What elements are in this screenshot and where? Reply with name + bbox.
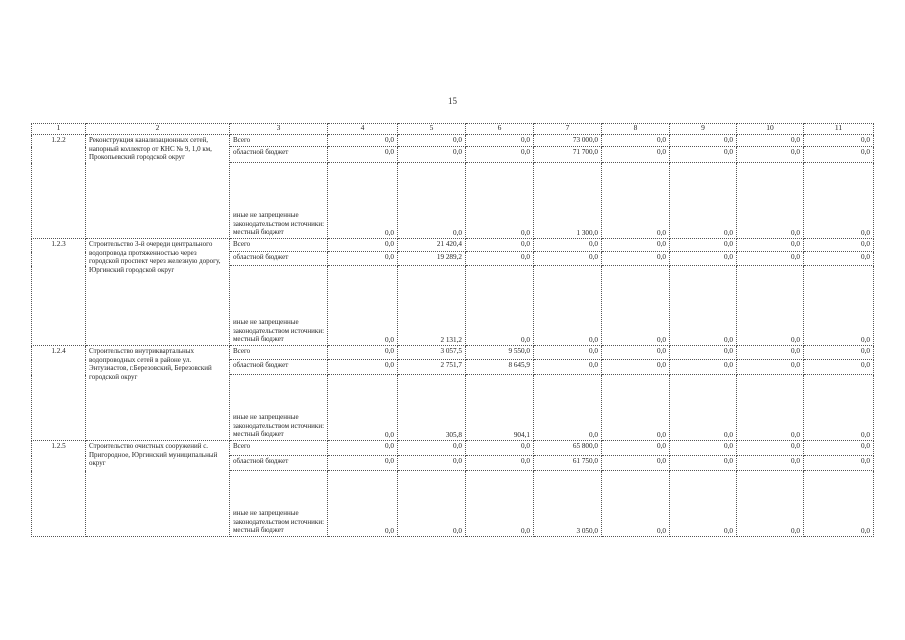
- amount-cell: 0,0: [804, 441, 874, 456]
- amount-cell: 0,0: [328, 456, 398, 471]
- funding-source-label: Всего: [230, 441, 328, 456]
- column-header: 3: [230, 124, 328, 135]
- local-budget-label: местный бюджет: [233, 335, 284, 344]
- other-sources-label: иные не запрещенные законодательством источники:: [233, 413, 325, 430]
- column-header: 11: [804, 124, 874, 135]
- amount-cell: 0,0: [602, 163, 670, 239]
- amount-cell: 0,0: [670, 135, 737, 147]
- amount-cell: 0,0: [670, 266, 737, 346]
- amount-cell: 0,0: [670, 163, 737, 239]
- funding-source-label: Всего: [230, 135, 328, 147]
- amount-cell: 0,0: [466, 471, 534, 537]
- amount-cell: 0,0: [804, 456, 874, 471]
- amount-cell: 19 289,2: [398, 252, 466, 266]
- amount-cell: 0,0: [737, 471, 804, 537]
- amount-cell: 0,0: [602, 471, 670, 537]
- amount-cell: 0,0: [534, 266, 602, 346]
- amount-cell: 0,0: [670, 252, 737, 266]
- amount-cell: 0,0: [670, 147, 737, 163]
- amount-cell: 0,0: [328, 252, 398, 266]
- amount-cell: 0,0: [534, 346, 602, 360]
- amount-cell: 0,0: [737, 266, 804, 346]
- project-name: Реконструкция канализационных сетей, напорный коллектор от КНС № 9, 1,0 км, Прокопьевский городской округ: [86, 135, 230, 239]
- amount-cell: 0,0: [804, 239, 874, 252]
- amount-cell: 0,0: [737, 135, 804, 147]
- column-header: 8: [602, 124, 670, 135]
- amount-cell: 0,0: [804, 471, 874, 537]
- amount-cell: 0,0: [398, 135, 466, 147]
- amount-cell: 0,0: [602, 135, 670, 147]
- amount-cell: 0,0: [670, 471, 737, 537]
- amount-cell: 0,0: [328, 239, 398, 252]
- amount-cell: 0,0: [328, 375, 398, 441]
- amount-cell: 0,0: [466, 135, 534, 147]
- project-row-total: [32, 346, 874, 360]
- amount-cell: 0,0: [804, 375, 874, 441]
- amount-cell: 0,0: [466, 147, 534, 163]
- amount-cell: 0,0: [328, 266, 398, 346]
- amount-cell: 0,0: [804, 147, 874, 163]
- amount-cell: 0,0: [534, 239, 602, 252]
- amount-cell: 9 550,0: [466, 346, 534, 360]
- project-row-total: [32, 441, 874, 456]
- amount-cell: 0,0: [670, 360, 737, 375]
- other-sources-label: иные не запрещенные законодательством источники:: [233, 318, 325, 335]
- amount-cell: 65 800,0: [534, 441, 602, 456]
- amount-cell: 0,0: [737, 252, 804, 266]
- amount-cell: 0,0: [534, 375, 602, 441]
- amount-cell: 73 000,0: [534, 135, 602, 147]
- amount-cell: 0,0: [602, 441, 670, 456]
- amount-cell: 305,8: [398, 375, 466, 441]
- amount-cell: 0,0: [602, 252, 670, 266]
- project-name: Строительство внутриквартальных водопроводных сетей в районе ул. Энтузиастов, г.Березовский, Березовский городской округ: [86, 346, 230, 441]
- column-header: 2: [86, 124, 230, 135]
- amount-cell: 71 700,0: [534, 147, 602, 163]
- funding-source-stack: [230, 471, 328, 537]
- funding-source-label: областной бюджет: [230, 360, 328, 375]
- amount-cell: 0,0: [466, 456, 534, 471]
- amount-cell: 0,0: [398, 456, 466, 471]
- amount-cell: 61 750,0: [534, 456, 602, 471]
- amount-cell: 8 645,9: [466, 360, 534, 375]
- amount-cell: 0,0: [737, 239, 804, 252]
- amount-cell: 0,0: [466, 441, 534, 456]
- amount-cell: 0,0: [804, 163, 874, 239]
- column-header: 10: [737, 124, 804, 135]
- funding-source-label: Всего: [230, 239, 328, 252]
- amount-cell: 0,0: [670, 375, 737, 441]
- amount-cell: 0,0: [328, 360, 398, 375]
- amount-cell: 3 050,0: [534, 471, 602, 537]
- amount-cell: 1 300,0: [534, 163, 602, 239]
- amount-cell: 0,0: [466, 239, 534, 252]
- amount-cell: 0,0: [602, 375, 670, 441]
- amount-cell: 0,0: [328, 346, 398, 360]
- local-budget-label: местный бюджет: [233, 430, 284, 439]
- other-sources-label: иные не запрещенные законодательством источники:: [233, 509, 325, 526]
- amount-cell: 0,0: [602, 147, 670, 163]
- table-body: [32, 135, 874, 537]
- funding-source-stack: [230, 266, 328, 346]
- amount-cell: 0,0: [602, 360, 670, 375]
- amount-cell: 0,0: [670, 456, 737, 471]
- amount-cell: 0,0: [602, 346, 670, 360]
- column-header: 4: [328, 124, 398, 135]
- amount-cell: 0,0: [398, 147, 466, 163]
- funding-source-label: областной бюджет: [230, 147, 328, 163]
- amount-cell: 0,0: [804, 266, 874, 346]
- amount-cell: 0,0: [737, 456, 804, 471]
- local-budget-label: местный бюджет: [233, 526, 284, 535]
- local-budget-label: местный бюджет: [233, 228, 284, 237]
- project-code: 1.2.4: [32, 346, 86, 441]
- amount-cell: 0,0: [398, 163, 466, 239]
- amount-cell: 2 751,7: [398, 360, 466, 375]
- amount-cell: 0,0: [328, 163, 398, 239]
- amount-cell: 0,0: [804, 360, 874, 375]
- amount-cell: 0,0: [398, 471, 466, 537]
- amount-cell: 0,0: [737, 346, 804, 360]
- column-header: 9: [670, 124, 737, 135]
- amount-cell: 0,0: [602, 456, 670, 471]
- amount-cell: 0,0: [737, 375, 804, 441]
- amount-cell: 0,0: [737, 147, 804, 163]
- amount-cell: 0,0: [466, 163, 534, 239]
- amount-cell: 0,0: [328, 441, 398, 456]
- budget-table: [31, 123, 874, 537]
- funding-source-label: Всего: [230, 346, 328, 360]
- amount-cell: 0,0: [398, 441, 466, 456]
- funding-source-label: областной бюджет: [230, 252, 328, 266]
- project-code: 1.2.5: [32, 441, 86, 537]
- other-sources-label: иные не запрещенные законодательством источники:: [233, 211, 325, 228]
- amount-cell: 0,0: [466, 266, 534, 346]
- column-header: 1: [32, 124, 86, 135]
- funding-source-stack: [230, 375, 328, 441]
- amount-cell: 0,0: [737, 441, 804, 456]
- amount-cell: 0,0: [670, 441, 737, 456]
- project-name: Строительство 3-й очереди центрального водопровода протяженностью через городской проспект через железную дорогу, Юргинский городской округ: [86, 239, 230, 346]
- funding-source-label: областной бюджет: [230, 456, 328, 471]
- amount-cell: 3 057,5: [398, 346, 466, 360]
- amount-cell: 0,0: [602, 239, 670, 252]
- amount-cell: 0,0: [328, 471, 398, 537]
- amount-cell: 0,0: [804, 135, 874, 147]
- amount-cell: 904,1: [466, 375, 534, 441]
- amount-cell: 0,0: [328, 135, 398, 147]
- project-code: 1.2.2: [32, 135, 86, 239]
- header-row: [32, 124, 874, 135]
- column-header: 5: [398, 124, 466, 135]
- project-row-total: [32, 239, 874, 252]
- project-row-total: [32, 135, 874, 147]
- project-code: 1.2.3: [32, 239, 86, 346]
- amount-cell: 0,0: [534, 360, 602, 375]
- project-name: Строительство очистных сооружений с. Пригородное, Юргинский муниципальный округ: [86, 441, 230, 537]
- amount-cell: 0,0: [328, 147, 398, 163]
- amount-cell: 0,0: [466, 252, 534, 266]
- amount-cell: 21 420,4: [398, 239, 466, 252]
- amount-cell: 0,0: [670, 239, 737, 252]
- column-header: 6: [466, 124, 534, 135]
- amount-cell: 0,0: [534, 252, 602, 266]
- column-header: 7: [534, 124, 602, 135]
- amount-cell: 0,0: [804, 346, 874, 360]
- amount-cell: 0,0: [737, 360, 804, 375]
- amount-cell: 0,0: [737, 163, 804, 239]
- page-number: 15: [448, 96, 457, 106]
- amount-cell: 0,0: [804, 252, 874, 266]
- funding-source-stack: [230, 163, 328, 239]
- amount-cell: 0,0: [670, 346, 737, 360]
- amount-cell: 2 131,2: [398, 266, 466, 346]
- amount-cell: 0,0: [602, 266, 670, 346]
